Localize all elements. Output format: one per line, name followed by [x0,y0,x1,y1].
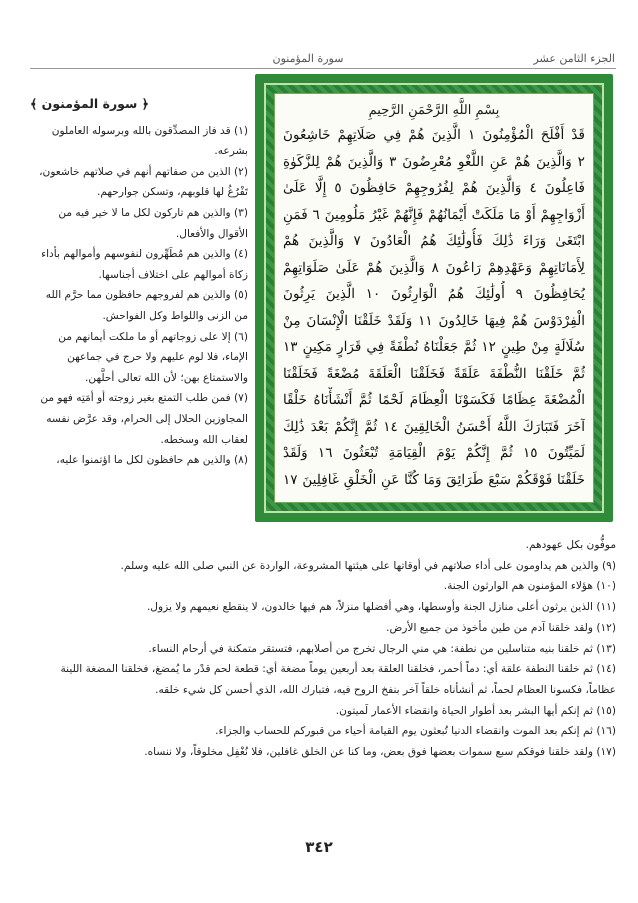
header-divider [30,68,616,69]
quran-line: لَمَيِّتُونَ ١٥ ثُمَّ إِنَّكُمْ يَوْمَ الْقِيَامَةِ تُبْعَثُونَ ١٦ وَلَقَدْ [283,445,585,461]
basmala: بِسْمِ اللَّهِ الرَّحْمَنِ الرَّحِيمِ [368,103,500,118]
commentary-paragraph: موفُّون بكل عهودهم. [525,539,616,551]
main-commentary [30,535,616,763]
commentary-paragraph: (١٦) ثم إنكم بعد الموت وانقضاء الدنيا تُبعثون يوم القيامة أحياء من قبوركم للحساب والجزاء. [215,725,616,738]
commentary-paragraph: (١) قد فاز المصدِّقون بالله وبرسوله العاملون بشرعه. [51,124,248,158]
commentary-paragraph: (٥) والذين هم لفروجهم حافظون مما حرَّم الله من الزنى واللواط وكل الفواحش. [45,289,248,322]
quran-line: سُلَالَةٍ مِنْ طِينٍ ١٢ ثُمَّ جَعَلْنَاهُ نُطْفَةً فِي قَرَارٍ مَكِينٍ ١٣ [283,339,585,355]
juz-header: الجزء الثامن عشر [533,52,615,65]
quran-line: آخَرَ فَتَبَارَكَ اللَّهُ أَحْسَنُ الْخَالِقِينَ ١٤ ثُمَّ إِنَّكُمْ بَعْدَ ذَٰلِكَ [283,418,585,435]
commentary-paragraph: (١٤) ثم خلقنا النطفة علقة أي: دماً أحمر، فخلقنا العلقة بعد أربعين يوماً مضغة أي: قطعة لحم قدْر ما يُمضغ، فخلقنا المضغة اللينة عظاماً، فكسونا العظام لحماً، ثم أنشأناه خلقاً آخر بنفخ الروح فيه، فتبارك الله، الذي أحسن كل شيء خلقه. [60,663,616,696]
side-commentary [30,94,248,471]
quran-line: خَلَقْنَا فَوْقَكُمْ سَبْعَ طَرَائِقَ وَمَا كُنَّا عَنِ الْخَلْقِ غَافِلِينَ ١٧ [283,471,585,488]
quran-line: أَزْوَاجِهِمْ أَوْ مَا مَلَكَتْ أَيْمَانُهُمْ فَإِنَّهُمْ غَيْرُ مَلُومِينَ ٦ فَمَنِ [283,206,585,223]
quran-page [274,93,594,503]
commentary-paragraph: (١٧) ولقد خلقنا فوقكم سبع سموات بعضها فوق بعض، وما كنا عن الخلق غافلين، فلا نُغْفِل مخلوقاً، ولا ننساه. [144,746,616,759]
surah-header: سورة المؤمنون [272,52,344,65]
quran-line: ٢ وَالَّذِينَ هُمْ عَنِ اللَّغْوِ مُعْرِضُونَ ٣ وَالَّذِينَ هُمْ لِلزَّكَوٰةِ [283,153,585,170]
commentary-paragraph: (١٣) ثم خلقنا بنيه متناسلين من نطفة: هي مني الرجال تخرج من أصلابهم، فتستقر متمكنة في أرحام النساء. [148,642,616,655]
commentary-paragraph: (١١) الذين يرثون أعلى منازل الجنة وأوسطها، وهي أفضلها منزلاً، هم فيها خالدون، لا ينقطع نعيمهم ولا يزول. [146,601,616,614]
commentary-paragraph: (١٥) ثم إنكم أيها البشر بعد أطوار الحياة وانقضاء الأعمار لَميتون. [335,704,616,717]
commentary-paragraph: (٧) فمن طلب التمتع بغير زوجته أو أمَتِه فهو من المجاوزين الحلال إلى الحرام، وقد عرَّض نفسه لعقاب الله وسخطه. [40,392,248,446]
commentary-paragraph: (٤) والذين هم مُطَهِّرون لنفوسهم وأموالهم بأداء زكاة أموالهم على اختلاف أجناسها. [41,248,248,281]
page-number: ٣٤٢ [305,838,333,856]
quran-line: يُحَافِظُونَ ٩ أُولَٰئِكَ هُمُ الْوَارِثُونَ ١٠ الَّذِينَ يَرِثُونَ [283,286,585,302]
commentary-paragraph: (٣) والذين هم تاركون لكل ما لا خير فيه من الأقوال والأفعال. [58,206,248,240]
commentary-paragraph: (١٠) هؤلاء المؤمنون هم الوارثون الجنة. [443,580,616,593]
quran-line: فَاعِلُونَ ٤ وَالَّذِينَ هُمْ لِفُرُوجِهِمْ حَافِظُونَ ٥ إِلَّا عَلَىٰ [283,180,585,196]
quran-line: قَدْ أَفْلَحَ الْمُؤْمِنُونَ ١ الَّذِينَ هُمْ فِي صَلَاتِهِمْ خَاشِعُونَ [283,127,585,143]
quran-line: الْمُضْغَةَ عِظَامًا فَكَسَوْنَا الْعِظَامَ لَحْمًا ثُمَّ أَنْشَأْنَاهُ خَلْقًا [283,392,585,408]
quran-line: الْفِرْدَوْسَ هُمْ فِيهَا خَالِدُونَ ١١ وَلَقَدْ خَلَقْنَا الْإِنْسَانَ مِنْ [283,312,585,329]
commentary-paragraph: (٨) والذين هم حافظون لكل ما اؤتمنوا عليه، [56,454,248,467]
quran-line: ثُمَّ خَلَقْنَا النُّطْفَةَ عَلَقَةً فَخَلَقْنَا الْعَلَقَةَ مُضْغَةً فَخَلَقْنَا [283,365,585,382]
commentary-paragraph: (٩) والذين هم يداومون على أداء صلاتهم في أوقاتها على هيئتها المشروعة، الواردة عن النبي صلى الله عليه وسلم. [120,559,616,572]
commentary-paragraph: (٦) إلا على زوجاتهم أو ما ملكت أيمانهم من الإماء، فلا لوم عليهم ولا حرج في جماعهن والاستمتاع بهن؛ لأن الله تعالى أحلَّهن. [58,330,248,384]
commentary-paragraph: (١٢) ولقد خلقنا آدم من طين مأخوذ من جميع الأرض. [386,621,616,634]
commentary-paragraph: (٢) الذين من صفاتهم أنهم في صلاتهم خاشعون، تَفْرُغُ لها قلوبهم، وتسكن جوارحهم. [39,165,248,199]
frame-ornament [264,83,604,513]
surah-title: ﴿ سورة المؤمنون ﴾ [30,96,149,111]
quran-frame [255,74,613,522]
quran-line: لِأَمَانَاتِهِمْ وَعَهْدِهِمْ رَاعُونَ ٨ وَالَّذِينَ هُمْ عَلَىٰ صَلَوَاتِهِمْ [283,259,585,276]
quran-line: ابْتَغَىٰ وَرَاءَ ذَٰلِكَ فَأُولَٰئِكَ هُمُ الْعَادُونَ ٧ وَالَّذِينَ هُمْ [283,233,585,249]
